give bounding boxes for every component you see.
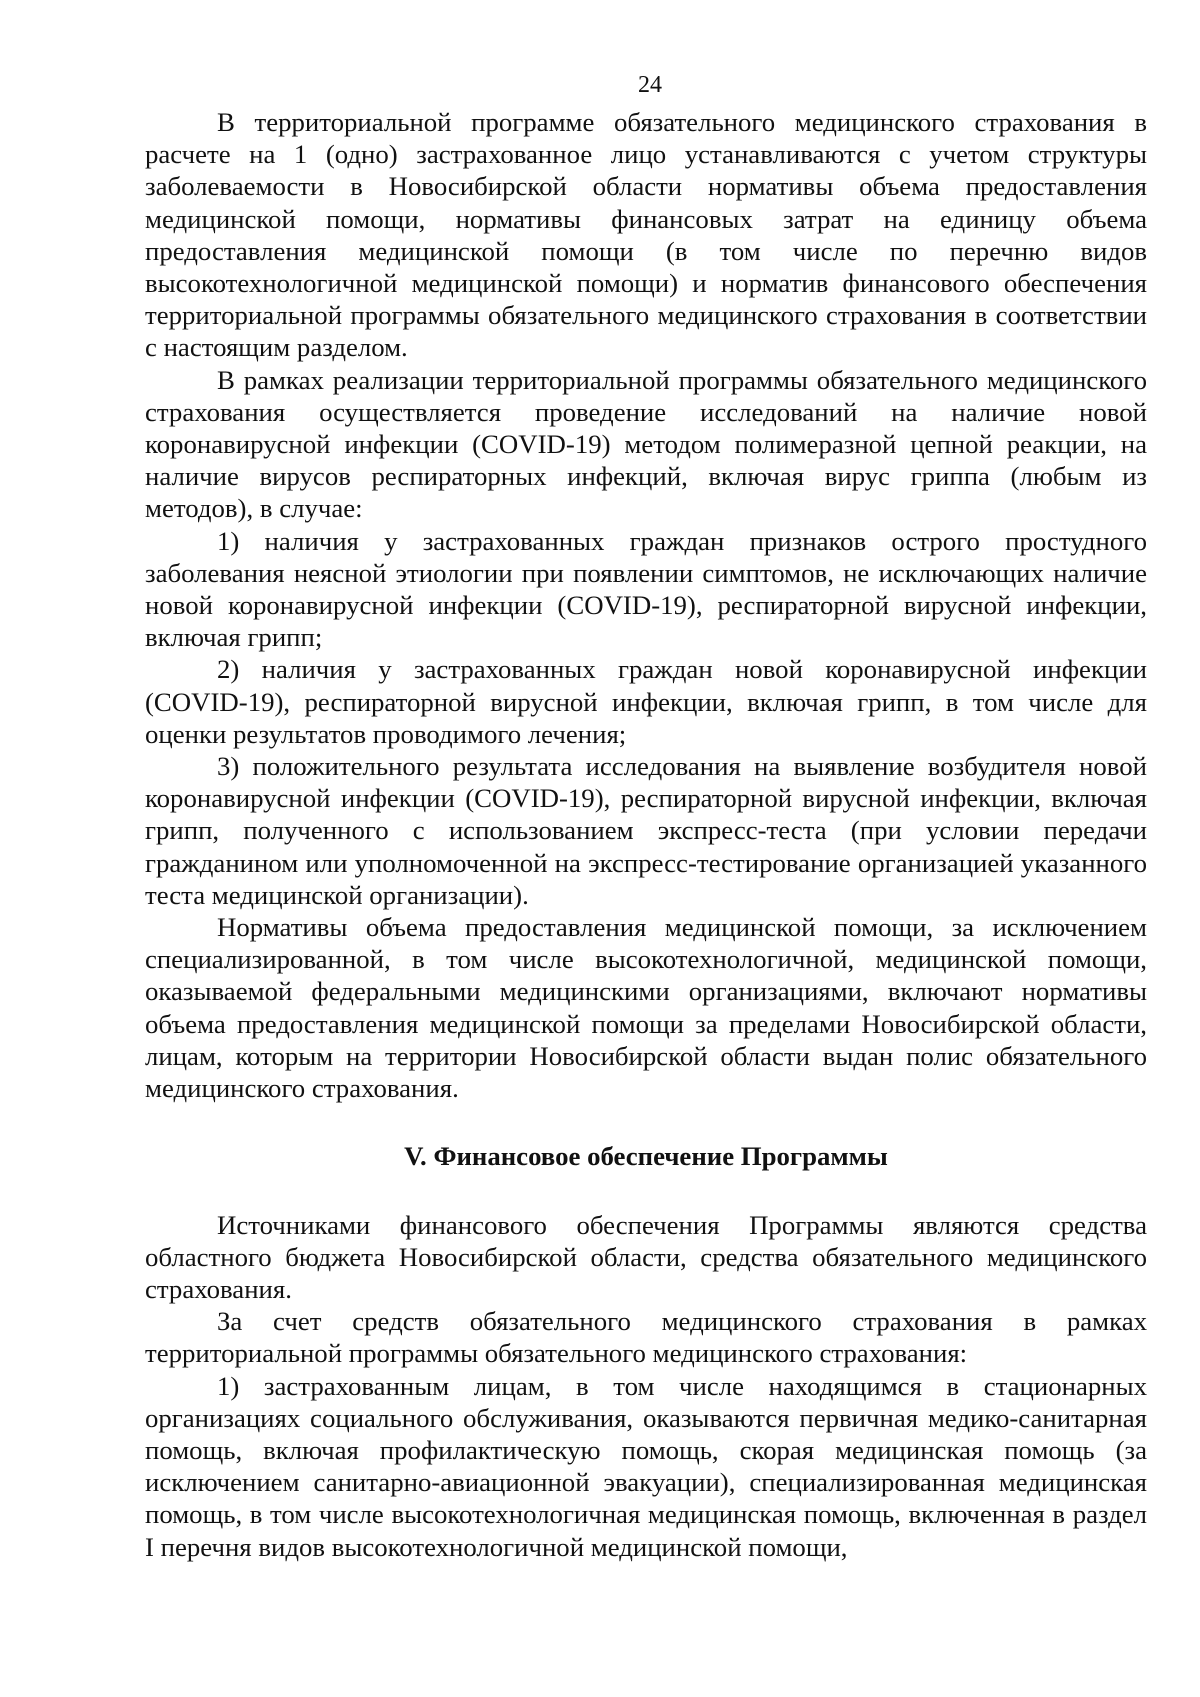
document-body	[145, 106, 1147, 1563]
list-item: 1) застрахованным лицам, в том числе находящимся в стационарных организациях социального обслуживания, оказываются первичная медико-санитарная помощь, включая профилактическую помощь, скорая медицинская помощь (за исключением санитарно-авиационной эвакуации), специализированная медицинская помощь, в том числе высокотехнологичная медицинская помощь, включенная в раздел I перечня видов высокотехнологичной медицинской помощи,	[145, 1370, 1147, 1562]
page-number: 24	[638, 72, 662, 98]
paragraph: За счет средств обязательного медицинского страхования в рамках территориальной программы обязательного медицинского страхования:	[145, 1306, 1147, 1369]
list-item: 3) положительного результата исследования на выявление возбудителя новой коронавирусной инфекции (COVID-19), респираторной вирусной инфекции, включая грипп, полученного с использованием экспресс-теста (при условии передачи гражданином или уполномоченной на экспресс-тестирование организацией указанного теста медицинской организации).	[145, 751, 1147, 910]
paragraph: В рамках реализации территориальной программы обязательного медицинского страхования осуществляется проведение исследований на наличие новой коронавирусной инфекции (COVID-19) методом полимеразной цепной реакции, на наличие вирусов респираторных инфекций, включая вирус гриппа (любым из методов), в случае:	[145, 364, 1147, 524]
paragraph: Источниками финансового обеспечения Программы являются средства областного бюджета Новосибирской области, средства обязательного медицинского страхования.	[145, 1209, 1147, 1304]
list-item: 2) наличия у застрахованных граждан новой коронавирусной инфекции (COVID-19), респираторной вирусной инфекции, включая грипп, в том числе для оценки результатов проводимого лечения;	[145, 654, 1147, 749]
paragraph: Нормативы объема предоставления медицинской помощи, за исключением специализированной, в том числе высокотехнологичной, медицинской помощи, оказываемой федеральными медицинскими организациями, включают нормативы объема предоставления медицинской помощи за пределами Новосибирской области, лицам, которым на территории Новосибирской области выдан полис обязательного медицинского страхования.	[145, 912, 1147, 1104]
list-item: 1) наличия у застрахованных граждан признаков острого простудного заболевания неясной этиологии при появлении симптомов, не исключающих наличие новой коронавирусной инфекции (COVID-19), респираторной вирусной инфекции, включая грипп;	[145, 525, 1147, 653]
paragraph: В территориальной программе обязательного медицинского страхования в расчете на 1 (одно) застрахованное лицо устанавливаются с учетом структуры заболеваемости в Новосибирской области нормативы объема предоставления медицинской помощи, нормативы финансовых затрат на единицу объема предоставления медицинской помощи (в том числе по перечню видов высокотехнологичной медицинской помощи) и норматив финансового обеспечения территориальной программы обязательного медицинского страхования в соответствии с настоящим разделом.	[145, 107, 1147, 363]
section-heading: V. Финансовое обеспечение Программы	[404, 1141, 888, 1172]
